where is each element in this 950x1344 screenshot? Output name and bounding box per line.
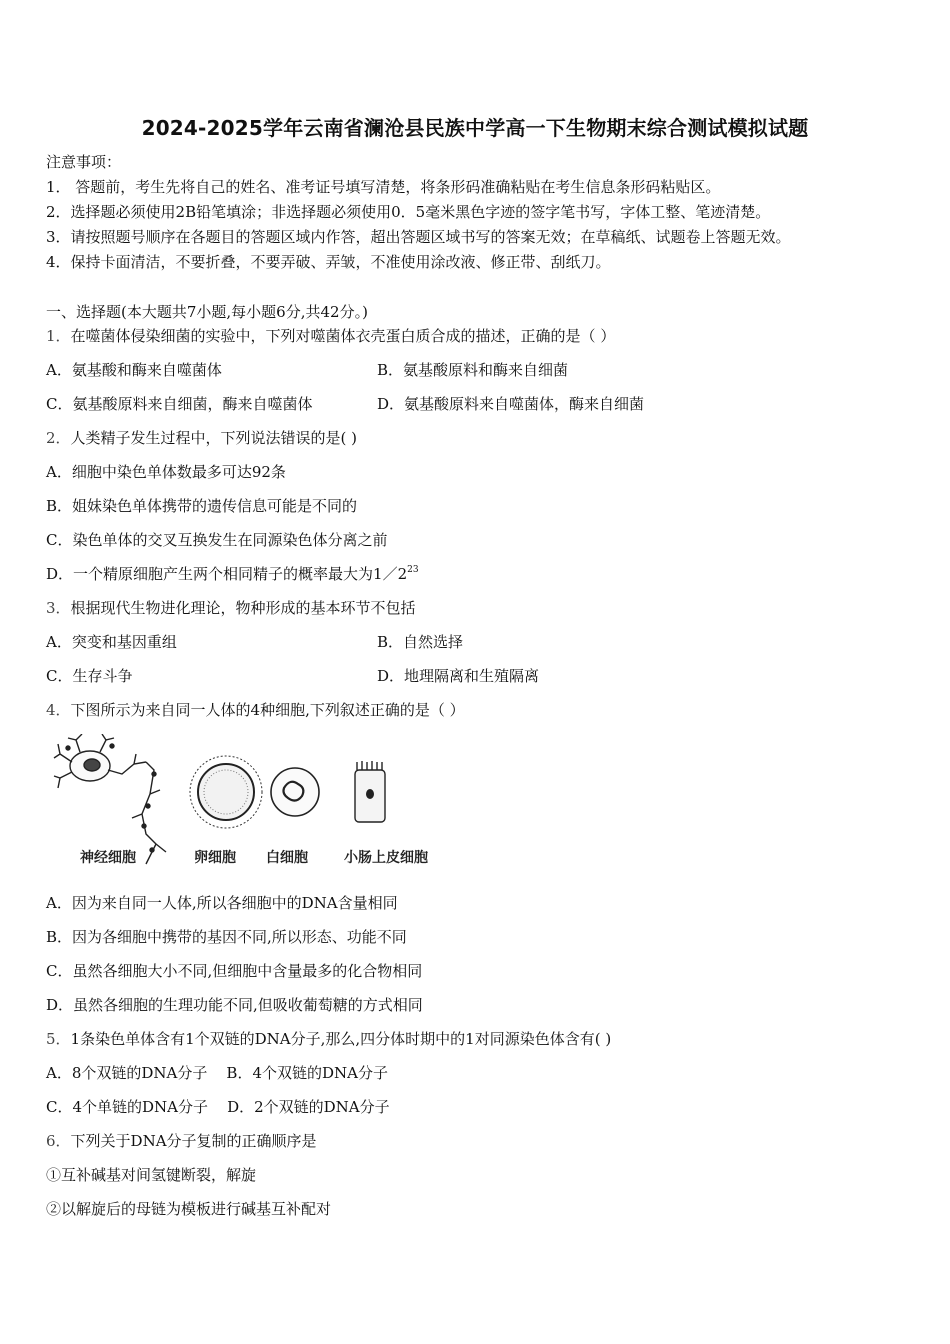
q6-step-2: ②以解旋后的母链为模板进行碱基互补配对	[46, 1200, 332, 1218]
egg-cell-illustration	[190, 756, 262, 828]
q2-option-b: B．姐妹染色单体携带的遗传信息可能是不同的	[46, 497, 358, 515]
white-blood-cell-illustration	[271, 768, 319, 816]
page-title: 2024-2025学年云南省澜沧县民族中学高一下生物期末综合测试模拟试题	[141, 116, 809, 140]
label-neuron: 神经细胞	[80, 850, 136, 866]
question-stem: 在噬菌体侵染细菌的实验中，下列对噬菌体衣壳蛋白质合成的描述，正确的是（ ）	[70, 327, 616, 345]
q3-option-d: D．地理隔离和生殖隔离	[377, 667, 540, 685]
question-number: 2．	[46, 429, 71, 447]
q2-option-c: C．染色单体的交叉互换发生在同源染色体分离之前	[46, 531, 388, 549]
q3-option-a: A．突变和基因重组	[46, 633, 177, 651]
question-stem: 下列关于DNA分子复制的正确顺序是	[70, 1132, 317, 1150]
q2-option-a: A．细胞中染色单体数最多可达92条	[46, 463, 286, 481]
q4-option-b: B．因为各细胞中携带的基因不同,所以形态、功能不同	[46, 928, 407, 946]
q2-option-d	[46, 564, 419, 584]
question-5	[46, 1029, 611, 1049]
q6-step-1: ①互补碱基对间氢键断裂，解旋	[46, 1166, 257, 1184]
question-2	[46, 428, 357, 448]
question-stem: 下图所示为来自同一人体的4种细胞,下列叙述正确的是（ ）	[70, 701, 465, 719]
q1-option-c: C．氨基酸原料来自细菌，酶来自噬菌体	[46, 395, 313, 413]
notice-item-4: 4．保持卡面清洁，不要折叠，不要弄破、弄皱，不准使用涂改液、修正带、刮纸刀。	[46, 253, 611, 271]
question-number: 4．	[46, 701, 71, 719]
question-number: 6．	[46, 1132, 71, 1150]
label-egg-cell: 卵细胞	[194, 850, 236, 866]
q1-option-b: B．氨基酸原料和酶来自细菌	[377, 361, 569, 379]
question-number: 5．	[46, 1030, 71, 1048]
question-1	[46, 326, 615, 346]
notice-item-2: 2．选择题必须使用2B铅笔填涂；非选择题必须使用0．5毫米黑色字迹的签字笔书写，字体工整、笔迹清楚。	[46, 203, 771, 221]
cells-figure	[50, 734, 470, 874]
exponent: 23	[407, 565, 419, 575]
question-stem: 1条染色单体含有1个双链的DNA分子,那么,四分体时期中的1对同源染色体含有( )	[70, 1030, 612, 1048]
q5-options-ab: A．8个双链的DNA分子 B．4个双链的DNA分子	[46, 1064, 388, 1082]
question-3	[46, 598, 416, 618]
neuron-illustration	[54, 734, 166, 864]
q4-option-d: D．虽然各细胞的生理功能不同,但吸收葡萄糖的方式相同	[46, 996, 423, 1014]
notice-item-3: 3．请按照题号顺序在各题目的答题区域内作答，超出答题区域书写的答案无效；在草稿纸、试题卷上答题无效。	[46, 228, 791, 246]
question-stem: 根据现代生物进化理论，物种形成的基本环节不包括	[70, 599, 416, 617]
q3-option-b: B．自然选择	[377, 633, 464, 651]
label-white-blood-cell: 白细胞	[266, 850, 308, 866]
notice-item-1: 1． 答题前，考生先将自己的姓名、准考证号填写清楚，将条形码准确粘贴在考生信息条形码粘贴区。	[46, 178, 721, 196]
label-intestinal-cell: 小肠上皮细胞	[344, 850, 428, 866]
question-number: 1．	[46, 327, 71, 345]
q3-option-c: C．生存斗争	[46, 667, 133, 685]
question-4	[46, 700, 465, 720]
question-6	[46, 1131, 317, 1151]
q4-option-a: A．因为来自同一人体,所以各细胞中的DNA含量相同	[46, 894, 398, 912]
q4-option-c: C．虽然各细胞大小不同,但细胞中含量最多的化合物相同	[46, 962, 423, 980]
q1-option-d: D．氨基酸原料来自噬菌体，酶来自细菌	[377, 395, 645, 413]
q5-options-cd: C．4个单链的DNA分子 D．2个双链的DNA分子	[46, 1098, 390, 1116]
option-text: D．一个精原细胞产生两个相同精子的概率最大为1／2	[46, 565, 408, 583]
question-stem: 人类精子发生过程中，下列说法错误的是( )	[70, 429, 358, 447]
intestinal-cell-illustration	[355, 761, 385, 822]
q1-option-a: A．氨基酸和酶来自噬菌体	[46, 361, 222, 379]
notice-heading: 注意事项：	[46, 153, 122, 171]
question-number: 3．	[46, 599, 71, 617]
section-heading: 一、选择题(本大题共7小题,每小题6分,共42分。)	[46, 303, 368, 321]
